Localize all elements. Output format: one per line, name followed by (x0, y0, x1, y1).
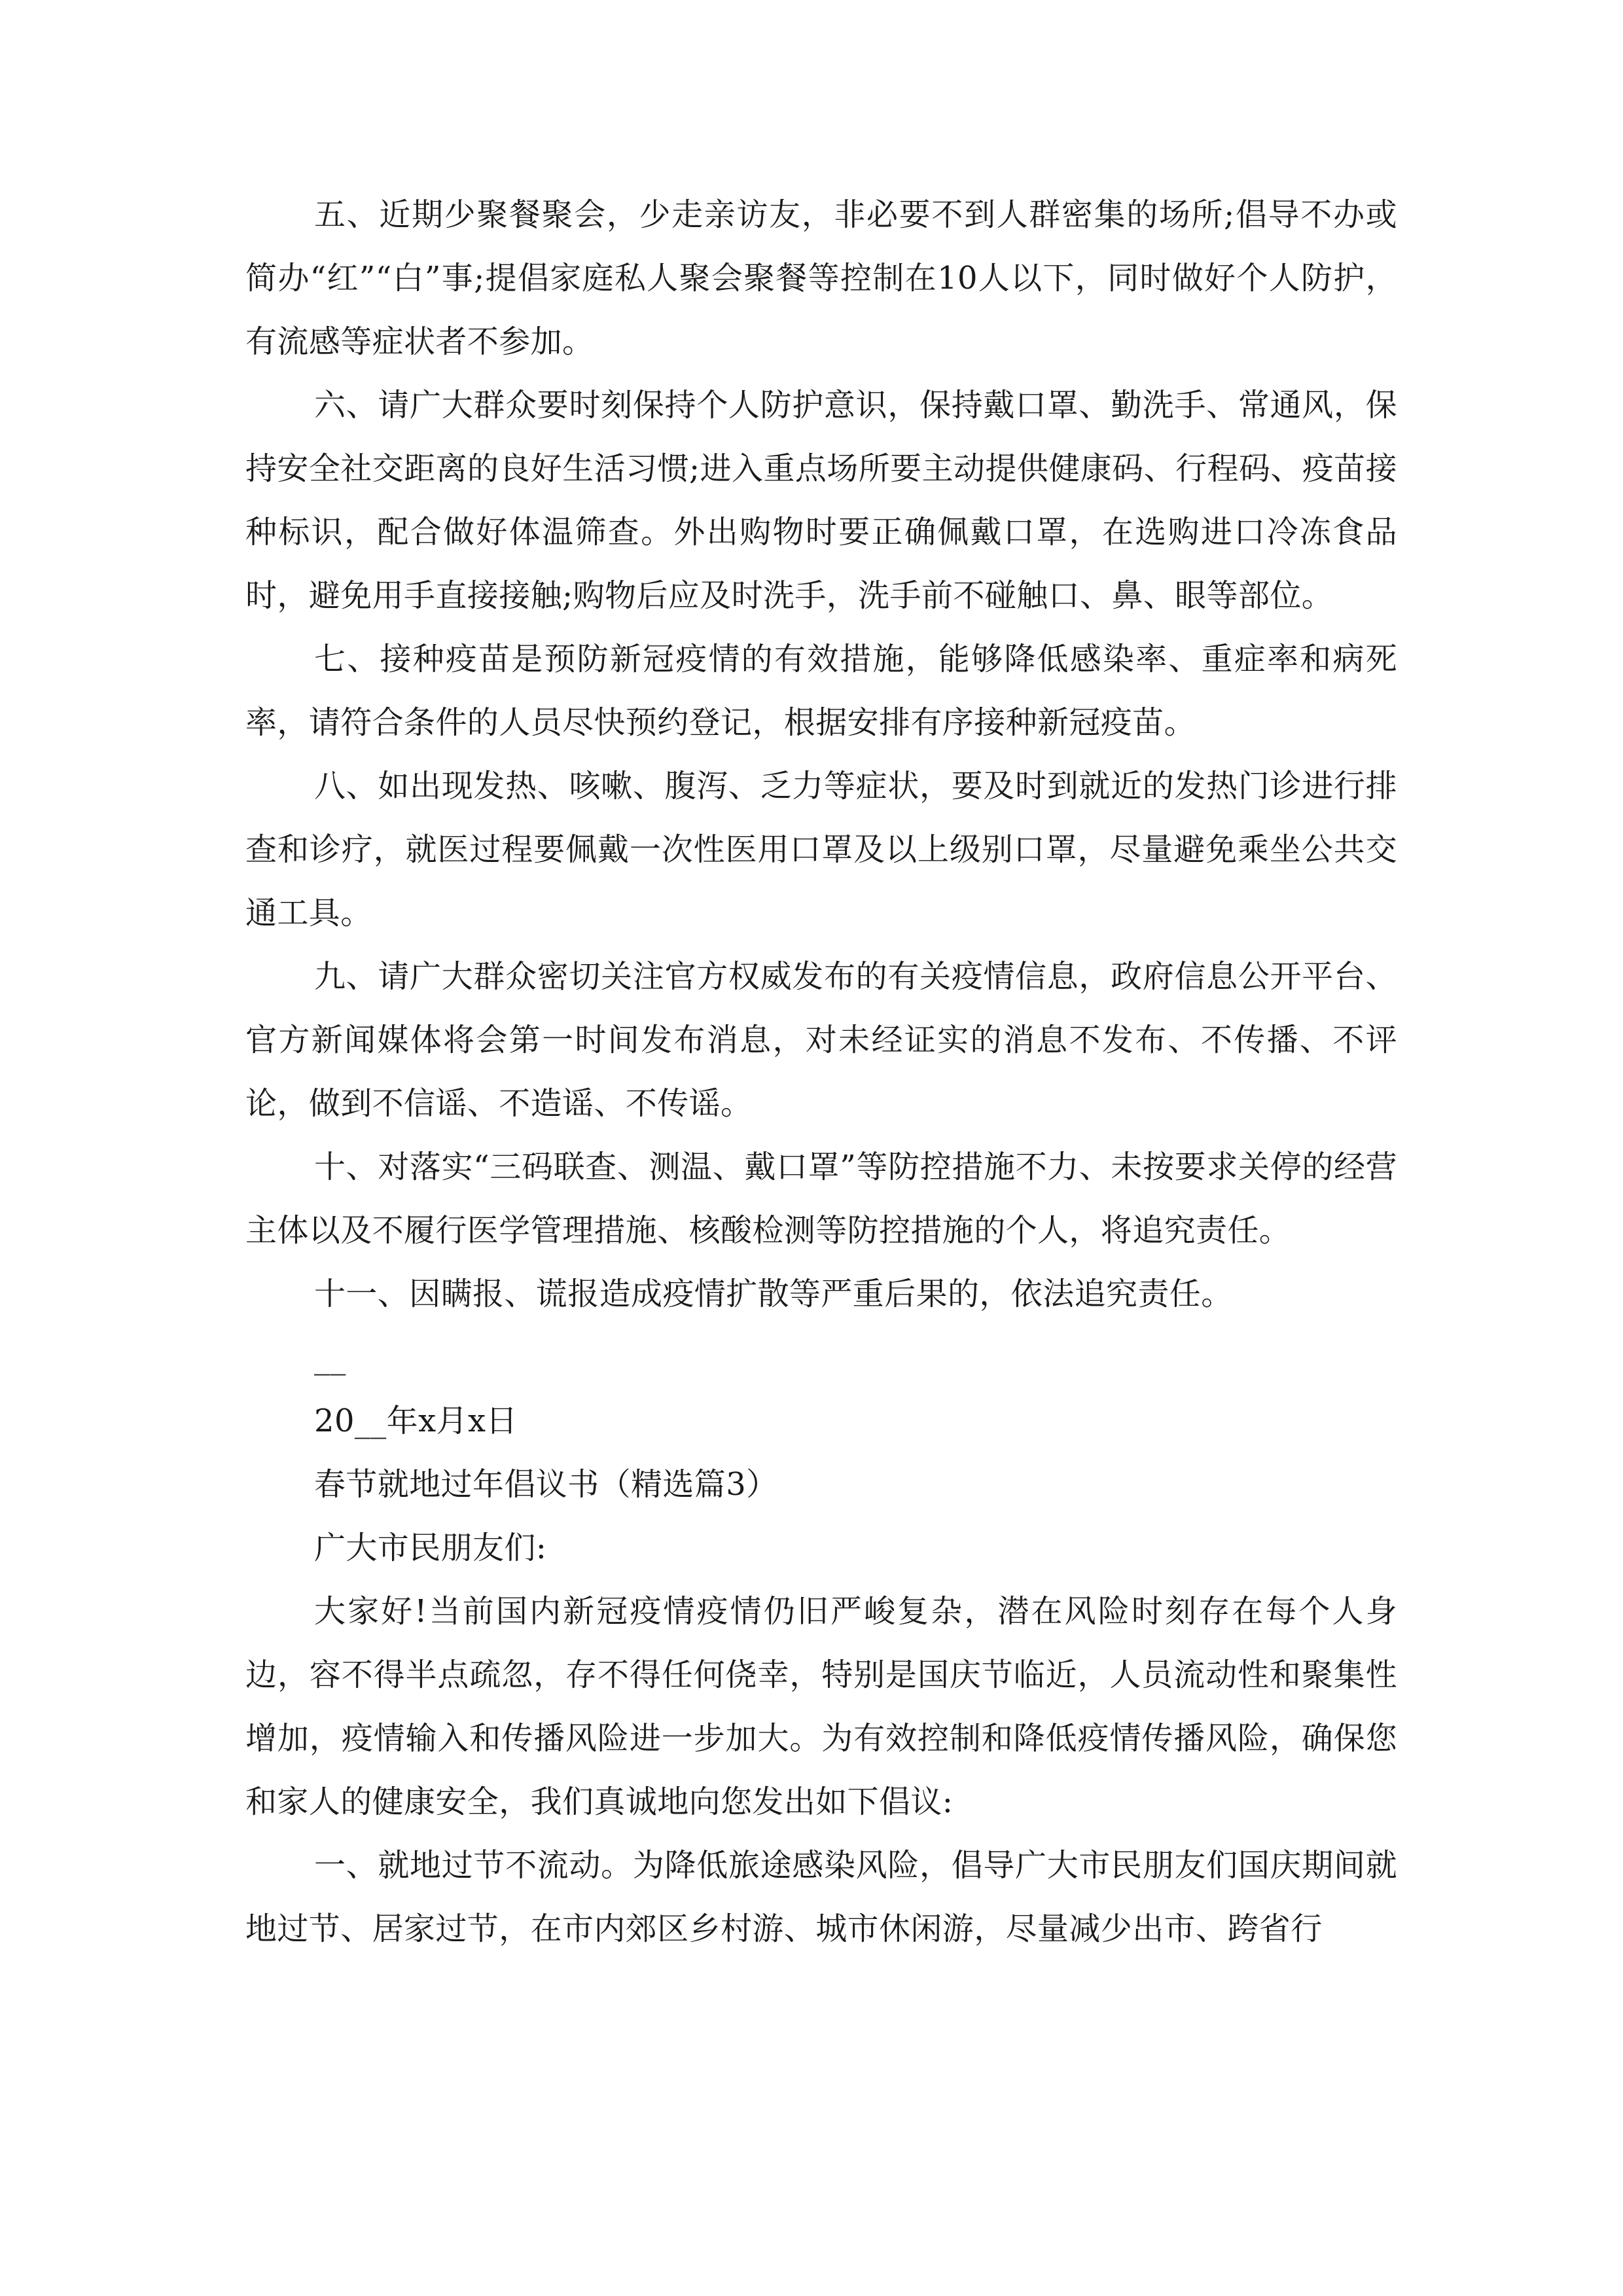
paragraph-item-9: 九、请广大群众密切关注官方权威发布的有关疫情信息，政府信息公开平台、官方新闻媒体将会第一时间发布消息，对未经证实的消息不发布、不传播、不评论，做到不信谣、不造谣、不传谣。 (245, 958, 1397, 1122)
paragraph-item-8: 八、如出现发热、咳嗽、腹泻、乏力等症状，要及时到就近的发热门诊进行排查和诊疗，就医过程要佩戴一次性医用口罩及以上级别口罩，尽量避免乘坐公共交通工具。 (245, 768, 1397, 931)
proposal-item-1: 一、就地过节不流动。为降低旅途感染风险，倡导广大市民朋友们国庆期间就地过节、居家过节，在市内郊区乡村游、城市休闲游，尽量减少出市、跨省行 (245, 1847, 1397, 1947)
paragraph-item-5: 五、近期少聚餐聚会，少走亲访友，非必要不到人群密集的场所;倡导不办或简办“红”“白”事;提倡家庭私人聚会聚餐等控制在10人以下，同时做好个人防护，有流感等症状者不参加。 (245, 196, 1397, 360)
date-line: 20__年x月x日 (314, 1403, 518, 1439)
paragraph-item-6: 六、请广大群众要时刻保持个人防护意识，保持戴口罩、勤洗手、常通风，保持安全社交距离的良好生活习惯;进入重点场所要主动提供健康码、行程码、疫苗接种标识，配合做好体温筛查。外出购物时要正确佩戴口罩，在选购进口冷冻食品时，避免用手直接接触;购物后应及时洗手，洗手前不碰触口、鼻、眼等部位。 (245, 387, 1397, 614)
paragraph-item-11: 十一、因瞒报、谎报造成疫情扩散等严重后果的，依法追究责任。 (314, 1276, 1233, 1312)
paragraph-item-7: 七、接种疫苗是预防新冠疫情的有效措施，能够降低感染率、重症率和病死率，请符合条件的人员尽快预约登记，根据安排有序接种新冠疫苗。 (245, 641, 1397, 741)
intro-paragraph: 大家好!当前国内新冠疫情疫情仍旧严峻复杂，潜在风险时刻存在每个人身边，容不得半点疏忽，存不得任何侥幸，特别是国庆节临近，人员流动性和聚集性增加，疫情输入和传播风险进一步加大。为有效控制和降低疫情传播风险，确保您和家人的健康安全，我们真诚地向您发出如下倡议: (245, 1593, 1397, 1820)
document-body (245, 183, 1397, 1961)
section-title: 春节就地过年倡议书（精选篇3） (314, 1466, 778, 1503)
salutation: 广大市民朋友们: (314, 1530, 547, 1566)
signature-line: __ (314, 1339, 346, 1376)
paragraph-item-10: 十、对落实“三码联查、测温、戴口罩”等防控措施不力、未按要求关停的经营主体以及不履行医学管理措施、核酸检测等防控措施的个人，将追究责任。 (245, 1149, 1397, 1249)
